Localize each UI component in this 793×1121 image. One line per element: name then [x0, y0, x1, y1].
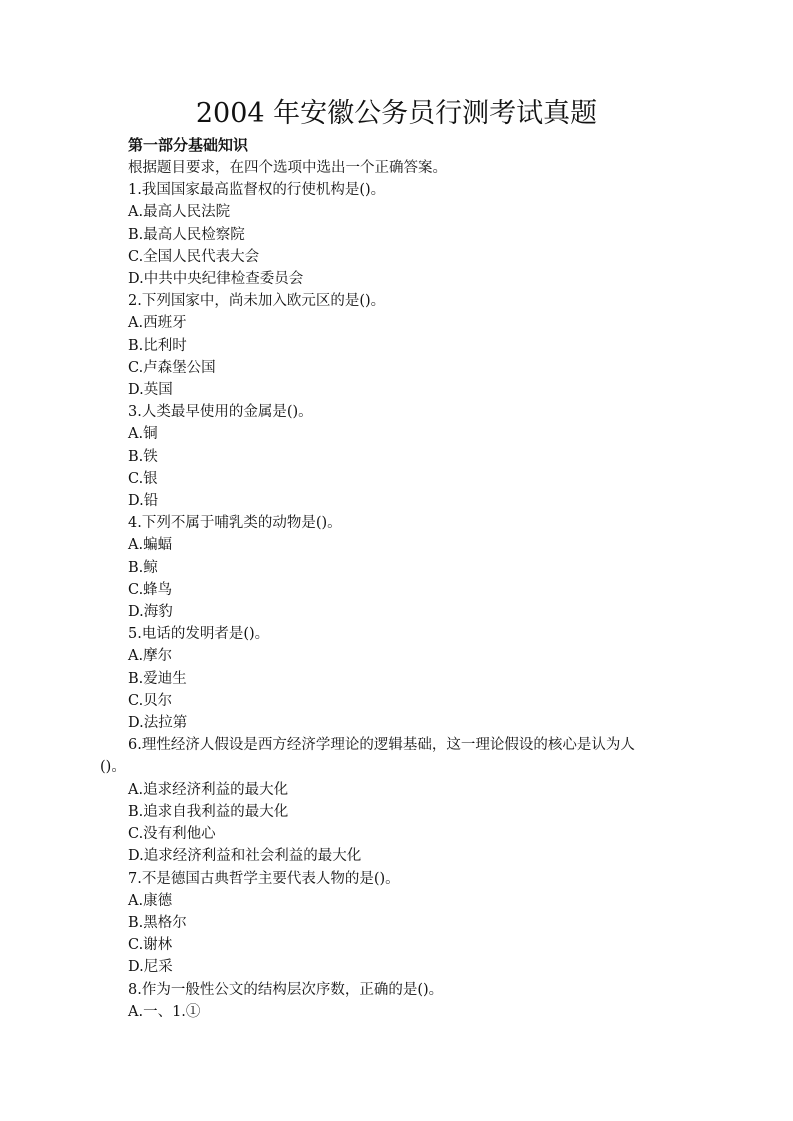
answer-option: D.追求经济利益和社会利益的最大化 — [128, 848, 362, 865]
answer-option: D.英国 — [128, 382, 173, 399]
answer-option: C.贝尔 — [128, 692, 173, 709]
answer-option: A.康德 — [128, 892, 173, 909]
answer-option: B.比利时 — [128, 337, 187, 354]
answer-option: C.卢森堡公国 — [128, 359, 216, 376]
question-stem: 7.不是德国古典哲学主要代表人物的是()。 — [128, 870, 400, 887]
answer-option: B.追求自我利益的最大化 — [128, 803, 289, 820]
question-stem: 3.人类最早使用的金属是()。 — [128, 404, 313, 421]
answer-option: C.银 — [128, 470, 158, 487]
question-stem: 1.我国国家最高监督权的行使机构是()。 — [128, 182, 386, 199]
instruction-text: 根据题目要求，在四个选项中选出一个正确答案。 — [128, 160, 447, 176]
answer-option: D.法拉第 — [128, 715, 188, 732]
question-stem — [100, 734, 708, 778]
answer-option: D.中共中央纪律检查委员会 — [128, 271, 304, 288]
question-stem-line: ()。 — [100, 759, 126, 776]
question-stem: 2.下列国家中，尚未加入欧元区的是()。 — [128, 293, 386, 310]
answer-option: B.鲸 — [128, 559, 158, 576]
answer-option: C.谢林 — [128, 937, 173, 954]
answer-option: B.爱迪生 — [128, 670, 187, 687]
answer-option: A.西班牙 — [128, 315, 187, 332]
section-heading: 第一部分基础知识 — [128, 136, 249, 154]
answer-option: A.铜 — [128, 426, 158, 443]
answer-option: A.追求经济利益的最大化 — [128, 781, 289, 798]
question-stem: 5.电话的发明者是()。 — [128, 626, 270, 643]
answer-option: B.最高人民检察院 — [128, 226, 245, 243]
answer-option: D.尼采 — [128, 959, 173, 976]
answer-option: B.黑格尔 — [128, 914, 187, 931]
answer-option: A.摩尔 — [128, 648, 173, 665]
question-stem: 8.作为一般性公文的结构层次序数，正确的是()。 — [128, 981, 444, 998]
answer-option: D.海豹 — [128, 604, 173, 621]
answer-option: D.铅 — [128, 493, 159, 510]
answer-option: A.一、1.① — [128, 1003, 201, 1020]
answer-option: C.蜂鸟 — [128, 581, 173, 598]
answer-option: C.全国人民代表大会 — [128, 248, 260, 265]
question-stem-line: 6.理性经济人假设是西方经济学理论的逻辑基础，这一理论假设的核心是认为人 — [128, 737, 635, 754]
answer-option: B.铁 — [128, 448, 158, 465]
answer-option: C.没有利他心 — [128, 826, 216, 843]
answer-option: A.最高人民法院 — [128, 204, 231, 221]
question-stem: 4.下列不属于哺乳类的动物是()。 — [128, 515, 342, 532]
document-title: 2004 年安徽公务员行测考试真题 — [195, 98, 598, 129]
answer-option: A.蝙蝠 — [128, 537, 173, 554]
question-list — [100, 157, 708, 1023]
